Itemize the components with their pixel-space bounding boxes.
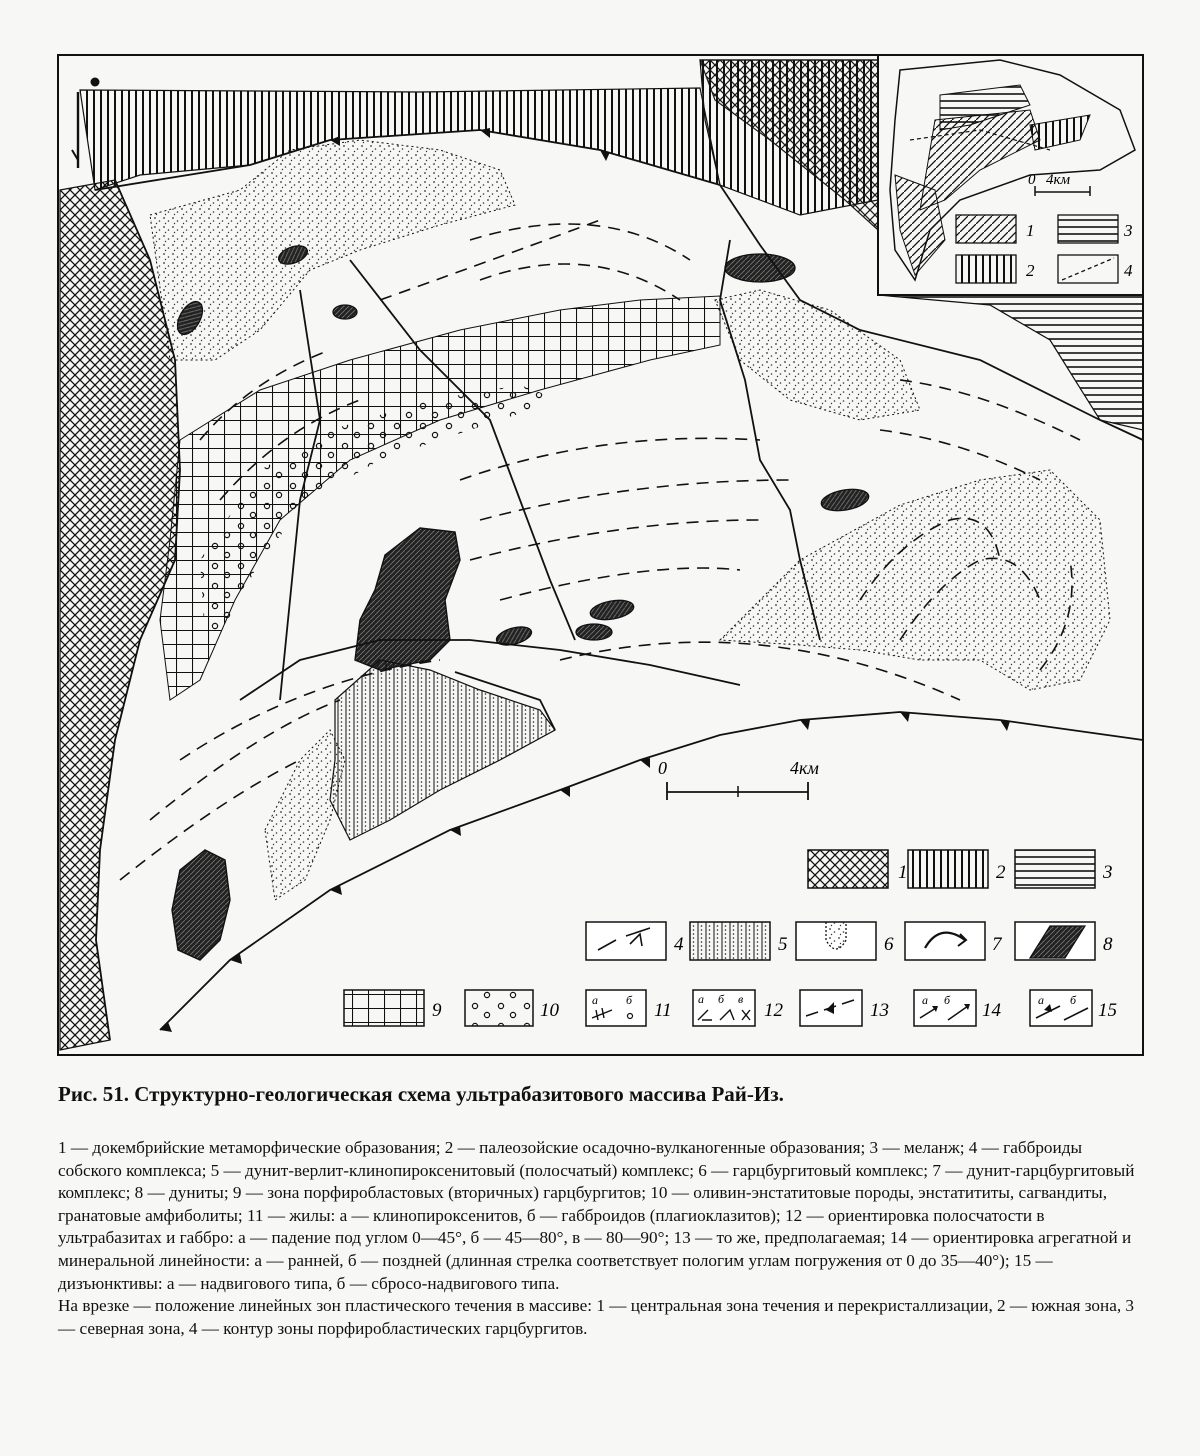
inset-legend-2: 2 [1026, 261, 1035, 280]
legend-num-11: 11 [654, 1000, 672, 1021]
legend-num-14: 14 [982, 1000, 1001, 1021]
legend-num-2: 2 [996, 862, 1006, 883]
legend-num-3: 3 [1103, 862, 1113, 883]
scale-bar [658, 758, 819, 800]
legend-12-sub-b: б [718, 992, 725, 1006]
legend-swatch-5 [690, 922, 770, 960]
legend-num-5: 5 [778, 934, 788, 955]
caption-title: Рис. 51. Структурно-геологическая схема ультрабазитового массива Рай-Из. [58, 1082, 784, 1106]
legend-swatch-3 [1015, 850, 1095, 888]
inset-map [878, 55, 1143, 295]
inset-legend-4: 4 [1124, 261, 1133, 280]
legend-12-sub-a: а [698, 992, 704, 1006]
inset-scale-end: 4км [1046, 172, 1071, 188]
unit-dunite-central [355, 528, 460, 670]
figure-caption [58, 1082, 1148, 1340]
scale-start: 0 [658, 758, 667, 778]
inset-scale-start: 0 [1028, 172, 1036, 188]
legend-11-sub-a: а [592, 993, 598, 1007]
legend-num-12: 12 [764, 1000, 783, 1021]
map-legend [344, 850, 1117, 1026]
legend-swatch-2 [908, 850, 988, 888]
legend-num-10: 10 [540, 1000, 559, 1021]
legend-15-sub-a: а [1038, 993, 1044, 1007]
scale-end: 4км [790, 758, 819, 778]
legend-swatch-4 [586, 922, 666, 960]
caption-legend-text: 1 — докембрийские метаморфические образования; 2 — палеозойские осадочно-вулканогенные образования; 3 — меланж; 4 — габброиды собского комплекса; 5 — дунит-верлит-клинопироксенитовый (полосчатый) комплекс; 6 — гарцбургитовый комплекс; 7 — дунит-гарцбургитовый комплекс; 8 — дуниты; 9 — зона порфиробластовых (вторичных) гарцбургитов; 10 — оливин-энстатитовые породы, энстатититы, сагвандиты, гранатовые амфиболиты; 11 — жилы: а — клинопироксенитов, б — габброидов (плагиоклазитов); 12 — ориентировка полосчатости в ультрабазитах и габбро: а — падение под углом 0—45°, б — 45—80°, в — 80—90°; 13 — то же, предполагаемая; 14 — ориентировка агрегатной и минеральной линейности: а — ранней, б — поздней (длинная стрелка соответствует пологим углам погружения от 0 до 35—40°); 15 — дизъюнктивы: а — надвигового типа, б — сбросо-надвигового типа. [58, 1138, 1135, 1293]
unit-harzburgite-south [265, 730, 345, 900]
legend-swatch-1 [808, 850, 888, 888]
legend-swatch-10 [465, 990, 533, 1026]
legend-num-7: 7 [992, 934, 1002, 955]
legend-14-sub-b: б [944, 993, 951, 1007]
unit-banded-complex [330, 660, 555, 840]
inset-legend-3: 3 [1124, 221, 1133, 240]
legend-num-8: 8 [1103, 934, 1113, 955]
legend-11-sub-b: б [626, 993, 633, 1007]
legend-15-sub-b: б [1070, 993, 1077, 1007]
legend-14-sub-a: а [922, 993, 928, 1007]
legend-swatch-7 [905, 922, 985, 960]
caption-inset-text: На врезке — положение линейных зон пластического течения в массиве: 1 — центральная зона течения и перекристаллизации, 2 — южная зона, 3 — северная зона, 4 — контур зоны порфиробластических гарцбургитов. [58, 1296, 1135, 1338]
legend-num-4: 4 [674, 934, 684, 955]
legend-num-1: 1 [898, 862, 908, 883]
unit-harzburgite-se [720, 470, 1110, 690]
legend-num-13: 13 [870, 1000, 889, 1021]
legend-12-sub-c: в [738, 992, 744, 1006]
legend-swatch-9 [344, 990, 424, 1026]
inset-legend-1: 1 [1026, 221, 1035, 240]
legend-num-6: 6 [884, 934, 894, 955]
legend-num-15: 15 [1098, 1000, 1117, 1021]
legend-num-9: 9 [432, 1000, 442, 1021]
unit-dunite-sw [172, 850, 230, 960]
